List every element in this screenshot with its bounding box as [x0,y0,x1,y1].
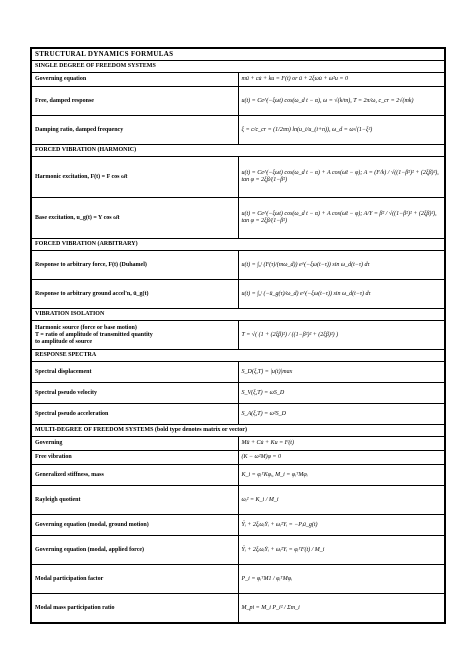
row-label: Response to arbitrary force, F(t) (Duhamel) [32,251,239,280]
sheet-title: STRUCTURAL DYNAMICS FORMULAS [32,49,445,61]
mdof-heading-text: MULTI-DEGREE OF FREEDOM SYSTEMS [35,427,154,433]
row-label: Spectral pseudo acceleration [32,404,239,425]
row-formula: T = √( (1 + (2ξβ)²) / ((1−β²)² + (2ξβ)²) ) [238,321,445,350]
row-label: Free vibration [32,451,239,465]
row-label: Damping ratio, damped frequency [32,116,239,145]
row-formula: Ÿᵢ + 2ξᵢωᵢẎᵢ + ωᵢ²Yᵢ = φᵢᵀF(t) / M_i [238,536,445,565]
row-label: Governing equation (modal, ground motion) [32,515,239,536]
row-formula: S_V(ξ,T) = ωS_D [238,383,445,404]
row-label: Harmonic source (force or base motion) T = ratio of amplitude of transmitted quantity to amplitude of source [32,321,239,350]
section-heading-mdof [32,425,445,437]
formula-sheet [30,47,446,624]
row-label: Generalized stiffness, mass [32,465,239,486]
row-formula: u(t) = ∫₀ᵗ (−ü_g(τ)/ω_d) e^(−ξω(t−τ)) sin ω_d(t−τ) dτ [238,280,445,309]
row-formula: u(t) = Ce^(−ξωt) cos(ω_d t − α) + A cos(ω̄t − φ); A = (F/k) / √((1−β²)² + (2ξβ)²), tan φ = 2ξβ/(1−β²) [238,157,445,198]
section-heading-arbitrary: FORCED VIBRATION (ARBITRARY) [32,239,445,251]
row-label: Spectral pseudo velocity [32,383,239,404]
row-formula: Ÿᵢ + 2ξᵢωᵢẎᵢ + ωᵢ²Yᵢ = −Pᵢü_g(t) [238,515,445,536]
row-label: Modal mass participation ratio [32,594,239,623]
row-formula: mü + cu̇ + ku = F(t) or ü + 2ξωu̇ + ω²u = 0 [238,73,445,87]
row-formula: u(t) = Ce^(−ξωt) cos(ω_d t − α), ω = √(k/m), T = 2π/ω, c_cr = 2√(mk) [238,87,445,116]
row-label: Base excitation, u_g(t) = Y cos ω̄t [32,198,239,239]
row-formula: Mü + Cu̇ + Ku = F(t) [238,437,445,451]
row-formula: u(t) = Ce^(−ξωt) cos(ω_d t − α) + A cos(ω̄t − φ); A/Y = β² / √((1−β²)² + (2ξβ)²), tan φ = 2ξβ/(1−β²) [238,198,445,239]
section-heading-isolation: VIBRATION ISOLATION [32,309,445,321]
row-formula: M_pi = M_i P_i² / Σm_i [238,594,445,623]
row-label: Spectral displacement [32,362,239,383]
row-label: Harmonic excitation, F(t) = F cos ω̄t [32,157,239,198]
row-formula: (K − ω²M)φ = 0 [238,451,445,465]
row-formula: P_i = φᵢᵀM1 / φᵢᵀMφᵢ [238,565,445,594]
mdof-heading-note: (bold type denotes matrix or vector) [154,427,247,433]
row-formula: ξ = c/c_cr = (1/2πn) ln(u_i/u_(i+n)), ω_d = ω√(1−ξ²) [238,116,445,145]
row-formula: u(t) = ∫₀ᵗ (F(τ)/(mω_d)) e^(−ξω(t−τ)) sin ω_d(t−τ) dτ [238,251,445,280]
row-label: Response to arbitrary ground accel'n, ü_g(t) [32,280,239,309]
row-label: Governing equation (modal, applied force) [32,536,239,565]
formula-table [31,48,445,623]
section-heading-sdof: SINGLE DEGREE OF FREEDOM SYSTEMS [32,61,445,73]
section-heading-spectra: RESPONSE SPECTRA [32,350,445,362]
section-heading-harmonic: FORCED VIBRATION (HARMONIC) [32,145,445,157]
row-label: Free, damped response [32,87,239,116]
row-label: Rayleigh quotient [32,486,239,515]
row-label: Modal participation factor [32,565,239,594]
row-formula: ωᵢ² = K_i / M_i [238,486,445,515]
row-formula: K_i = φᵢᵀKφᵢ, M_i = φᵢᵀMφᵢ [238,465,445,486]
row-formula: S_A(ξ,T) = ω²S_D [238,404,445,425]
row-label: Governing equation [32,73,239,87]
row-formula: S_D(ξ,T) = |u(t)|max [238,362,445,383]
row-label: Governing [32,437,239,451]
